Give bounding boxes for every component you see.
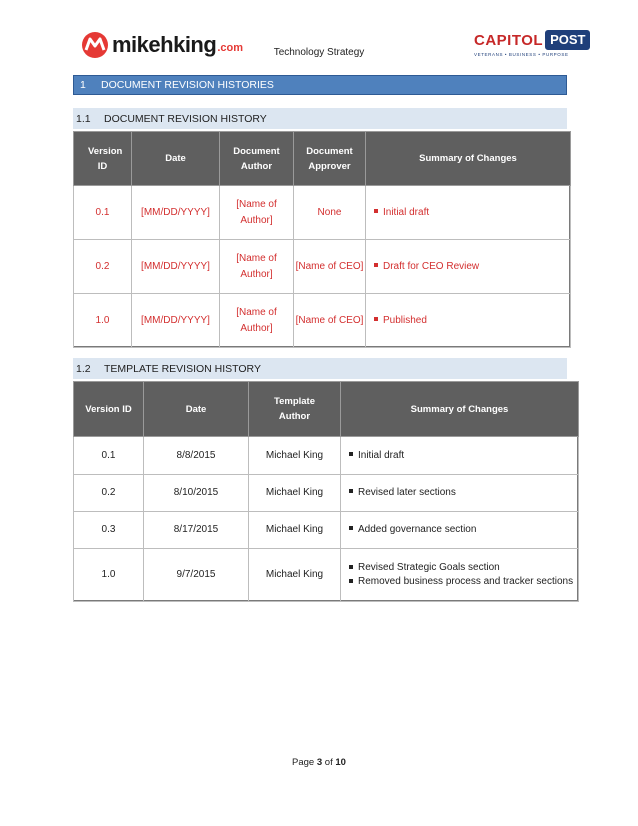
cell-summary (341, 437, 579, 475)
column-header-author: Template Author (249, 382, 341, 437)
cell-summary (366, 240, 571, 294)
summary-line (349, 575, 577, 589)
bullet-icon (374, 209, 378, 213)
capitol-post-logo-tagline: VETERANS • BUSINESS • PURPOSE (474, 52, 569, 57)
table-row (74, 475, 579, 512)
bullet-icon (374, 263, 378, 267)
subsection-heading-1-2 (73, 358, 567, 379)
section-heading-1 (73, 75, 567, 95)
cell-approver: [Name of CEO] (294, 240, 366, 294)
cell-version: 0.2 (74, 240, 132, 294)
cell-version: 0.2 (74, 475, 144, 512)
cell-version: 0.1 (74, 186, 132, 240)
cell-version: 0.3 (74, 512, 144, 549)
bullet-icon (374, 317, 378, 321)
footer-page-number: 3 (316, 757, 323, 768)
summary-item: Removed business process and tracker sections (358, 576, 574, 587)
cell-date: 8/17/2015 (144, 512, 249, 549)
template-revision-table (73, 381, 579, 602)
cell-summary (366, 294, 571, 348)
cell-version: 1.0 (74, 294, 132, 348)
cell-summary (341, 512, 579, 549)
footer-of-label: of (324, 757, 333, 768)
cell-date: 8/8/2015 (144, 437, 249, 475)
bullet-icon (349, 452, 353, 456)
subsection-title: TEMPLATE REVISION HISTORY (104, 362, 261, 375)
cell-summary (341, 475, 579, 512)
subsection-heading-1-1 (73, 108, 567, 129)
bullet-icon (349, 489, 353, 493)
footer-page-label: Page (292, 757, 315, 768)
column-header-version: Version ID (74, 382, 144, 437)
subsection-number: 1.1 (76, 112, 91, 125)
cell-approver: [Name of CEO] (294, 294, 366, 348)
footer-page-total: 10 (335, 757, 346, 768)
summary-item: Revised later sections (358, 487, 456, 498)
logo-suffix-text: .com (217, 42, 243, 54)
cell-approver: None (294, 186, 366, 240)
bullet-icon (349, 526, 353, 530)
table-row (74, 294, 571, 348)
cell-author: [Name of Author] (220, 186, 294, 240)
capitol-post-logo (474, 30, 586, 68)
logo-brand-text: mikehking (112, 32, 217, 57)
cell-version: 1.0 (74, 549, 144, 602)
cell-summary (341, 549, 579, 602)
column-header-summary: Summary of Changes (341, 382, 579, 437)
table-row (74, 512, 579, 549)
table-row (74, 549, 579, 602)
table-row (74, 240, 571, 294)
summary-line (349, 561, 577, 575)
cell-author: Michael King (249, 549, 341, 602)
cell-author: [Name of Author] (220, 240, 294, 294)
summary-item: Draft for CEO Review (383, 260, 480, 272)
cell-author: Michael King (249, 437, 341, 475)
capitol-post-logo-word2: POST (545, 30, 590, 50)
section-title: DOCUMENT REVISION HISTORIES (101, 79, 274, 91)
cell-author: Michael King (249, 475, 341, 512)
column-header-author: Document Author (220, 132, 294, 186)
document-revision-table (73, 131, 571, 348)
column-header-date: Date (132, 132, 220, 186)
summary-item: Revised Strategic Goals section (358, 562, 500, 573)
capitol-post-logo-word1: CAPITOL (474, 31, 544, 49)
table-row (74, 437, 579, 475)
summary-item: Initial draft (358, 449, 405, 461)
section-number: 1 (80, 79, 86, 91)
bullet-icon (349, 579, 353, 583)
column-header-date: Date (144, 382, 249, 437)
cell-date: [MM/DD/YYYY] (132, 240, 220, 294)
column-header-version: Version ID (74, 132, 132, 186)
table-header-row (74, 132, 571, 186)
summary-item: Added governance section (358, 524, 477, 535)
cell-summary (366, 186, 571, 240)
page-footer (0, 757, 638, 768)
cell-date: [MM/DD/YYYY] (132, 294, 220, 348)
cell-date: 9/7/2015 (144, 549, 249, 602)
cell-version: 0.1 (74, 437, 144, 475)
subsection-title: DOCUMENT REVISION HISTORY (104, 112, 267, 125)
cell-author: Michael King (249, 512, 341, 549)
table-header-row (74, 382, 579, 437)
summary-item: Published (383, 314, 427, 326)
column-header-approver: Document Approver (294, 132, 366, 186)
cell-date: 8/10/2015 (144, 475, 249, 512)
cell-date: [MM/DD/YYYY] (132, 186, 220, 240)
cell-author: [Name of Author] (220, 294, 294, 348)
table-row (74, 186, 571, 240)
summary-item: Initial draft (383, 206, 430, 218)
subsection-number: 1.2 (76, 362, 91, 375)
column-header-summary: Summary of Changes (366, 132, 571, 186)
document-title: Technology Strategy (273, 47, 365, 58)
bullet-icon (349, 565, 353, 569)
